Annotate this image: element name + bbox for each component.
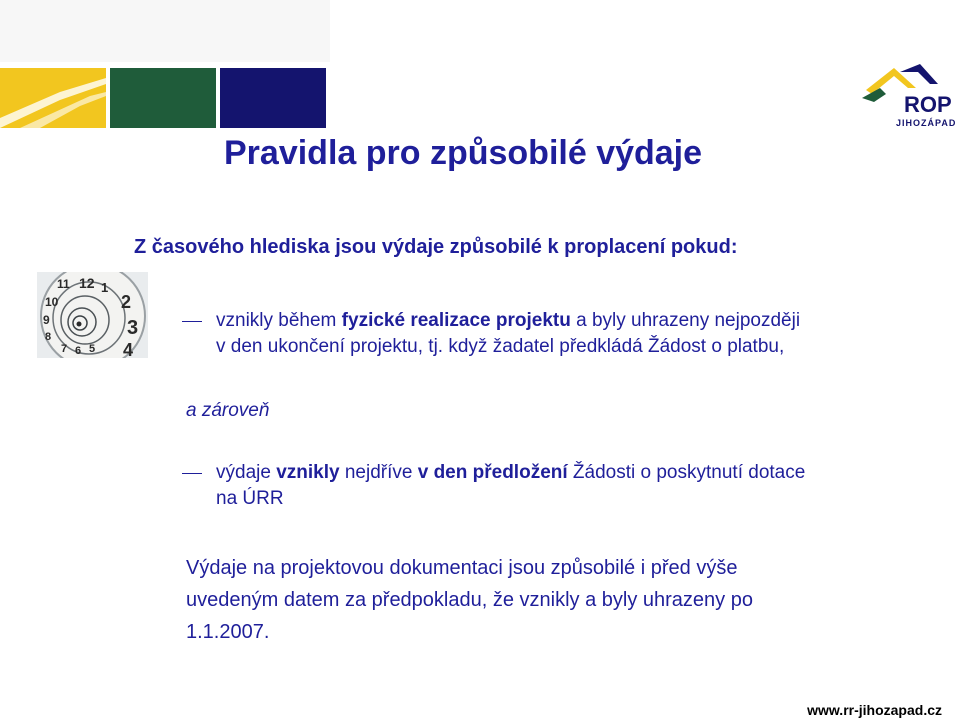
svg-text:8: 8 <box>45 331 52 343</box>
spiral-clock-icon <box>37 272 148 358</box>
section-subtitle: Z časového hlediska jsou výdaje způsobilé k proplacení pokud: <box>134 236 738 258</box>
svg-text:1: 1 <box>101 280 109 295</box>
svg-text:7: 7 <box>61 343 68 355</box>
svg-text:ROP: ROP <box>904 92 952 117</box>
svg-text:JIHOZÁPAD: JIHOZÁPAD <box>896 118 957 128</box>
rop-logo <box>860 62 958 130</box>
header-color-bands <box>0 0 330 128</box>
website-link[interactable]: www.rr-jihozapad.cz <box>807 702 942 718</box>
connector-text: a zároveň <box>186 400 270 421</box>
svg-text:4: 4 <box>123 340 134 358</box>
svg-text:12: 12 <box>79 275 95 291</box>
bullet-dash <box>182 321 202 322</box>
page-title: Pravidla pro způsobilé výdaje <box>224 134 703 172</box>
svg-text:10: 10 <box>45 295 59 309</box>
info-paragraph: Výdaje na projektovou dokumentaci jsou způsobilé i před výše uvedeným datem za předpokladu, že vznikly a byly uhrazeny po 1.1.2007. <box>186 557 753 643</box>
bullet-item-realizace: vznikly během fyzické realizace projektu a byly uhrazeny nejpozději v den ukončení projektu, tj. když žadatel předkládá Žádost o platbu, <box>216 310 801 357</box>
svg-text:6: 6 <box>75 345 82 357</box>
svg-text:2: 2 <box>121 292 132 312</box>
svg-text:9: 9 <box>43 313 50 327</box>
svg-text:11: 11 <box>57 277 70 291</box>
bullet-dash <box>182 473 202 474</box>
svg-text:3: 3 <box>127 317 139 339</box>
svg-text:5: 5 <box>89 343 96 355</box>
bullet-item-predlozeni: výdaje vznikly nejdříve v den předložení Žádosti o poskytnutí dotace na ÚRR <box>216 462 806 509</box>
